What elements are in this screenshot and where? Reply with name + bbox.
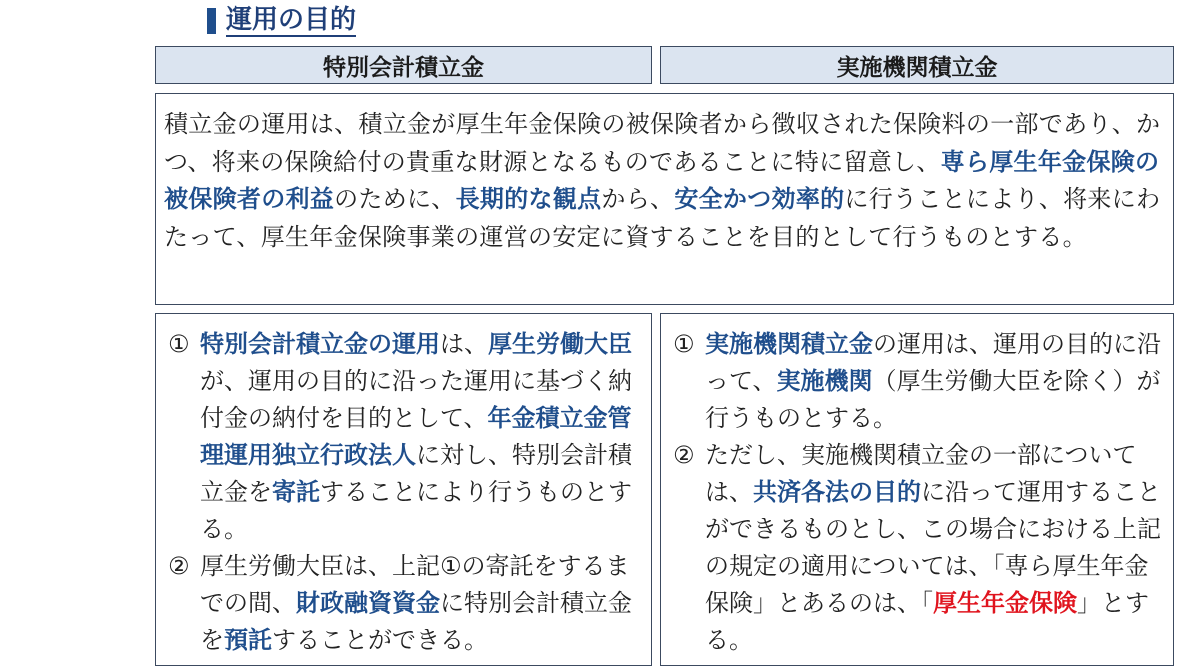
- list-item: [168, 548, 641, 659]
- item-number: ①: [673, 330, 695, 358]
- purpose-text-1: 積立金の運用は、積立金が厚生年金保険の被保険者から徴収された保険料の一部であり、かつ、将来の保険給付の貴重な財源となるものであることに特に留意し、: [164, 110, 1161, 176]
- list-item: [673, 326, 1163, 437]
- text: することができる。: [272, 626, 488, 654]
- text: に特別会計積立金を: [200, 589, 632, 654]
- purpose-text-2: のために、: [334, 185, 456, 213]
- text: ただし、実施機関積立金の一部については、: [705, 441, 1137, 506]
- list-item: [673, 437, 1163, 659]
- purpose-emphasis-1: 専ら厚生年金保険の被保険者の利益: [164, 147, 1160, 213]
- emphasis: 厚生労働大臣: [488, 330, 632, 358]
- emphasis: 年金積立金管理運用独立行政法人: [200, 404, 632, 469]
- text: に沿って運用することができるものとし、この場合における上記の規定の適用については、「専ら厚生年金保険」とあるのは、「: [705, 478, 1161, 617]
- text: が、運用の目的に沿った運用に基づく納付金の納付を目的として、: [200, 367, 632, 432]
- emphasis: 実施機関: [776, 367, 873, 395]
- emphasis: 実施機関積立金: [705, 330, 873, 358]
- implementing-agency-box: [660, 313, 1174, 666]
- list-item: [168, 326, 641, 548]
- special-account-box: [155, 313, 652, 666]
- emphasis: 特別会計積立金の運用: [200, 330, 440, 358]
- text: の運用は、運用の目的に沿って、: [705, 330, 1161, 395]
- purpose-text-3: から、: [601, 185, 675, 213]
- purpose-emphasis-3: 安全かつ効率的: [674, 185, 845, 213]
- text: 厚生労働大臣は、上記①の寄託をするまでの間、: [200, 552, 630, 617]
- text: は、: [440, 330, 488, 358]
- purpose-text: [164, 106, 1165, 256]
- red-emphasis: 厚生年金保険: [933, 589, 1077, 617]
- text: に対し、特別会計積立金を: [200, 441, 632, 506]
- emphasis: 寄託: [272, 478, 320, 506]
- item-text: [200, 548, 641, 659]
- emphasis: 預託: [224, 626, 272, 654]
- emphasis: 財政融資資金: [296, 589, 440, 617]
- item-number: ①: [168, 330, 190, 358]
- header-special-account: 特別会計積立金: [155, 46, 652, 84]
- purpose-box: [155, 93, 1174, 305]
- text: することにより行うものとする。: [200, 478, 632, 543]
- header-implementing-agency: 実施機関積立金: [660, 46, 1174, 84]
- item-number: ②: [673, 441, 695, 469]
- item-text: [200, 326, 641, 548]
- title-bar-marker: [207, 8, 216, 34]
- item-text: [705, 326, 1163, 437]
- title-text: 運用の目的: [226, 5, 357, 35]
- purpose-emphasis-2: 長期的な観点: [455, 185, 602, 213]
- section-title: [207, 4, 356, 38]
- item-number: ②: [168, 552, 190, 580]
- text: （厚生労働大臣を除く）が行うものとする。: [705, 367, 1161, 432]
- emphasis: 共済各法の目的: [753, 478, 921, 506]
- purpose-text-4: に行うことにより、将来にわたって、厚生年金保険事業の運営の安定に資することを目的として行うものとする。: [164, 185, 1161, 251]
- item-text: [705, 437, 1163, 659]
- text: 」とする。: [705, 589, 1149, 654]
